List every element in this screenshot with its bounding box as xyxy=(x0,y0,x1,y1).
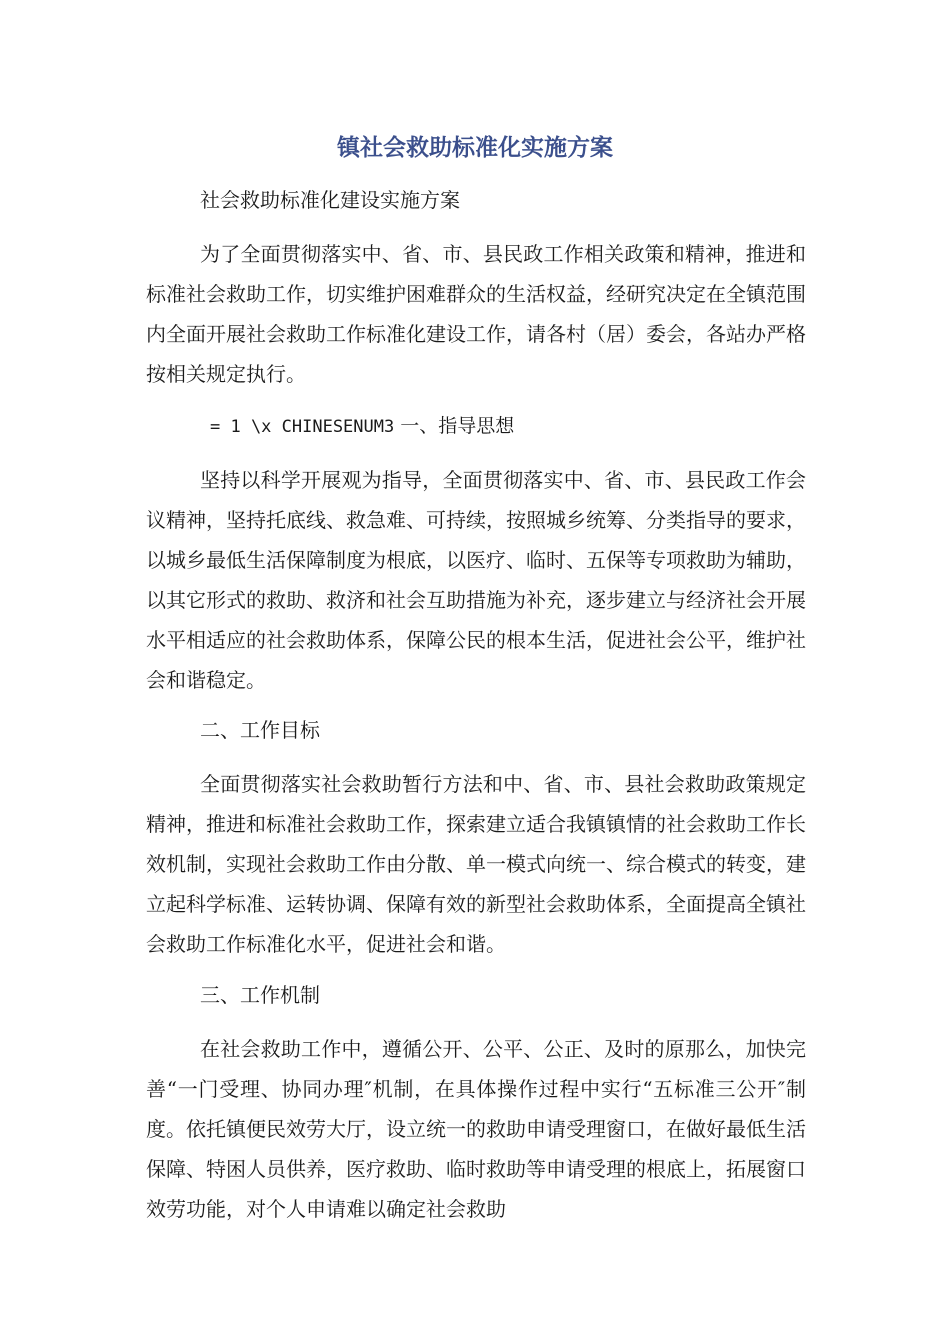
intro-paragraph: 为了全面贯彻落实中、省、市、县民政工作相关政策和精神，推进和标准社会救助工作，切实维护困难群众的生活权益，经研究决定在全镇范围内全面开展社会救助工作标准化建设工作，请各村（居）委会，各站办严格按相关规定执行。 xyxy=(146,242,806,386)
section1-paragraph: 坚持以科学开展观为指导，全面贯彻落实中、省、市、县民政工作会议精神，坚持托底线、救急难、可持续，按照城乡统筹、分类指导的要求，以城乡最低生活保障制度为根底，以医疗、临时、五保等专项救助为辅助，以其它形式的救助、救济和社会互助措施为补充，逐步建立与经济社会开展水平相适应的社会救助体系，保障公民的根本生活，促进社会公平，维护社会和谐稳定。 xyxy=(146,468,806,692)
section3-heading: 三、工作机制 xyxy=(200,983,320,1007)
document-title: 镇社会救助标准化实施方案 xyxy=(337,135,613,161)
section1-heading: 一、指导思想 xyxy=(400,415,515,437)
section2-paragraph: 全面贯彻落实社会救助暂行方法和中、省、市、县社会救助政策规定精神，推进和标准社会救助工作，探索建立适合我镇镇情的社会救助工作长效机制，实现社会救助工作由分散、单一模式向统一、综合模式的转变，建立起科学标准、运转协调、保障有效的新型社会救助体系，全面提高全镇社会救助工作标准化水平，促进社会和谐。 xyxy=(146,772,806,956)
section1-heading-line xyxy=(210,406,514,447)
section3-paragraph: 在社会救助工作中，遵循公开、公平、公正、及时的原那么，加快完善“一门受理、协同办理″机制，在具体操作过程中实行“五标准三公开″制度。依托镇便民效劳大厅，设立统一的救助申请受理窗口，在做好最低生活保障、特困人员供养，医疗救助、临时救助等申请受理的根底上，拓展窗口效劳功能，对个人申请难以确定社会救助 xyxy=(146,1037,806,1221)
document-subtitle: 社会救助标准化建设实施方案 xyxy=(200,188,460,212)
section2-heading: 二、工作目标 xyxy=(200,718,320,742)
field-code-text: = 1 \x CHINESENUM3 xyxy=(210,417,395,437)
